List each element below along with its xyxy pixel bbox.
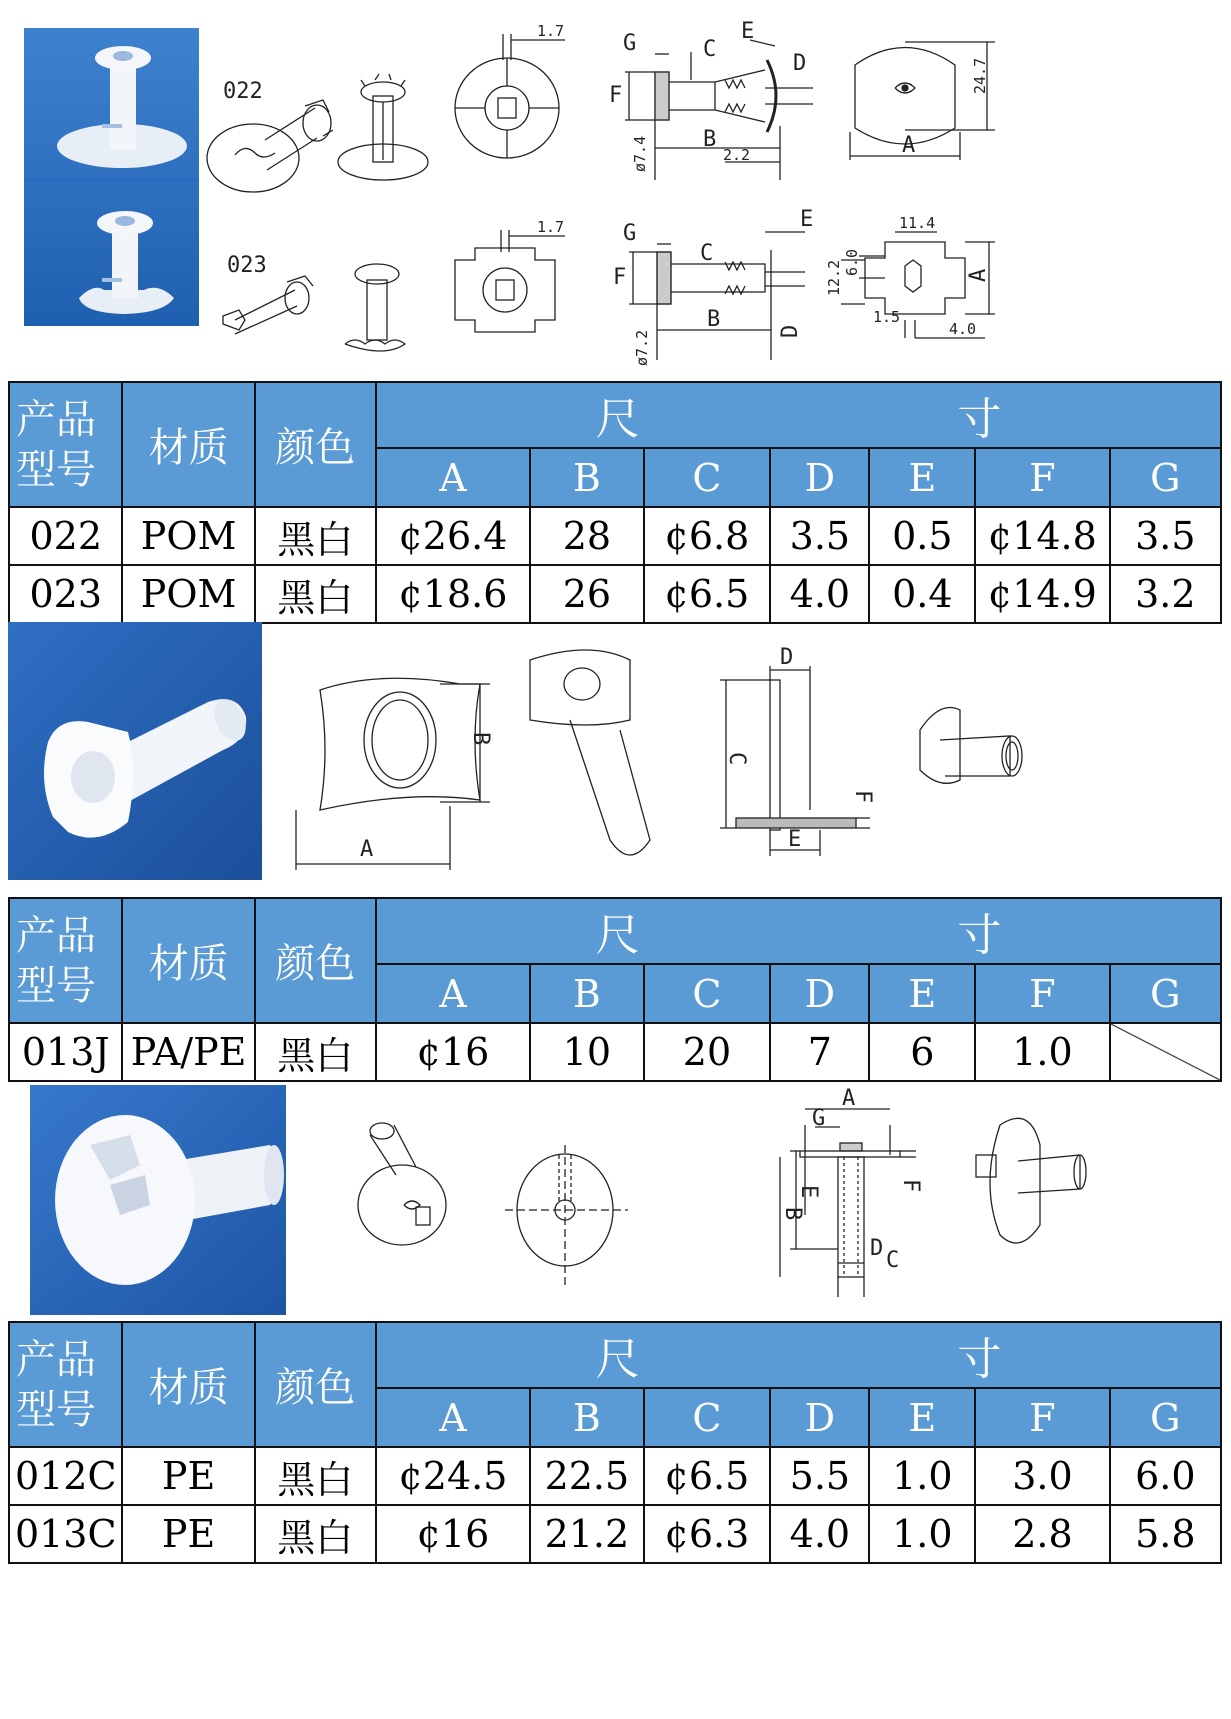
cell-model: 023	[9, 565, 122, 623]
header-col-F: F	[975, 1388, 1109, 1447]
letter-D-023: D	[778, 324, 803, 338]
letter-E-022: E	[741, 19, 755, 44]
cell-G-empty	[1110, 1023, 1221, 1081]
cell-material: PE	[122, 1505, 254, 1563]
cell-C: ¢6.8	[644, 507, 771, 565]
cell-model: 013J	[9, 1023, 122, 1081]
dim-6.0: 6.0	[843, 248, 861, 276]
header-material: 材质	[122, 382, 254, 507]
dim-1.7-a: 1.7	[537, 22, 565, 40]
header-col-D: D	[770, 1388, 869, 1447]
header-model-line1: 产品	[16, 396, 96, 443]
cell-G: 3.2	[1110, 565, 1221, 623]
header-size-right: 寸	[957, 910, 1002, 961]
header-model-line2: 型号	[16, 446, 96, 493]
letter-A-013J: A	[360, 837, 374, 862]
cell-A: ¢24.5	[376, 1447, 530, 1505]
header-size-right: 寸	[957, 394, 1002, 445]
spec-table-3	[8, 1321, 1222, 1564]
cell-F: 2.8	[975, 1505, 1109, 1563]
cell-A: ¢26.4	[376, 507, 530, 565]
header-col-E: E	[869, 448, 975, 507]
header-color: 颜色	[255, 898, 376, 1023]
drawing-012C-013C-row	[350, 1085, 1180, 1315]
header-col-A: A	[376, 964, 530, 1023]
cell-A: ¢16	[376, 1505, 530, 1563]
cell-material: POM	[122, 507, 254, 565]
header-col-B: B	[530, 1388, 643, 1447]
cell-E: 1.0	[869, 1447, 975, 1505]
table-row	[9, 565, 1221, 623]
header-col-B: B	[530, 964, 643, 1023]
cell-E: 1.0	[869, 1505, 975, 1563]
cell-B: 10	[530, 1023, 643, 1081]
header-col-D: D	[770, 964, 869, 1023]
dim-phi7.4: ø7.4	[631, 135, 649, 172]
header-col-C: C	[644, 964, 771, 1023]
letter-C-023: C	[700, 241, 714, 266]
dim-1.7-b: 1.7	[537, 218, 565, 236]
spec-table-2	[8, 897, 1222, 1082]
drawing-013J-row	[290, 640, 1130, 880]
header-col-G: G	[1110, 1388, 1221, 1447]
cell-F: 3.0	[975, 1447, 1109, 1505]
letter-F-013J: F	[850, 790, 875, 804]
drawing-022-023-row	[205, 20, 1215, 370]
header-col-A: A	[376, 1388, 530, 1447]
dim-2.2: 2.2	[723, 146, 751, 164]
header-col-E: E	[869, 1388, 975, 1447]
cell-C: 20	[644, 1023, 771, 1081]
header-col-A: A	[376, 448, 530, 507]
cell-C: ¢6.3	[644, 1505, 771, 1563]
header-model	[9, 382, 122, 507]
cell-C: ¢6.5	[644, 1447, 771, 1505]
letter-A-023: A	[966, 268, 991, 282]
cell-color: 黑白	[255, 1447, 376, 1505]
cell-G: 6.0	[1110, 1447, 1221, 1505]
cell-B: 22.5	[530, 1447, 643, 1505]
letter-B-013C: B	[780, 1207, 805, 1221]
letter-E-023: E	[800, 207, 814, 232]
cell-F: 1.0	[975, 1023, 1109, 1081]
letter-C-022: C	[703, 37, 717, 62]
cell-B: 26	[530, 565, 643, 623]
header-model-line2: 型号	[16, 1386, 96, 1433]
product-photo-012C-013C	[30, 1085, 286, 1315]
label-023: 023	[227, 253, 267, 278]
letter-D-022: D	[793, 51, 807, 76]
letter-F-023: F	[613, 265, 627, 290]
dim-12.2: 12.2	[825, 259, 843, 296]
cell-A: ¢18.6	[376, 565, 530, 623]
label-022: 022	[223, 79, 263, 104]
letter-B-022: B	[703, 127, 717, 152]
cell-E: 6	[869, 1023, 975, 1081]
cell-F: ¢14.9	[975, 565, 1109, 623]
header-model	[9, 898, 122, 1023]
letter-C-013J: C	[724, 752, 749, 766]
letter-D-013J: D	[780, 645, 794, 670]
cell-model: 013C	[9, 1505, 122, 1563]
cell-model: 022	[9, 507, 122, 565]
cell-G: 3.5	[1110, 507, 1221, 565]
letter-F-013C: F	[898, 1179, 923, 1193]
dim-phi7.2: ø7.2	[633, 329, 651, 366]
header-size-left: 尺	[595, 394, 640, 445]
cell-E: 0.4	[869, 565, 975, 623]
header-col-F: F	[975, 964, 1109, 1023]
cell-F: ¢14.8	[975, 507, 1109, 565]
letter-G-013C: G	[812, 1106, 826, 1131]
table-row	[9, 1023, 1221, 1081]
dim-11.4: 11.4	[899, 214, 936, 232]
cell-D: 5.5	[770, 1447, 869, 1505]
header-size-right: 寸	[957, 1334, 1002, 1385]
letter-E-013C: E	[796, 1185, 821, 1199]
header-col-F: F	[975, 448, 1109, 507]
spec-table-1	[8, 381, 1222, 624]
header-col-C: C	[644, 1388, 771, 1447]
letter-A-022: A	[902, 133, 916, 158]
header-material: 材质	[122, 898, 254, 1023]
cell-color: 黑白	[255, 1505, 376, 1563]
header-color: 颜色	[255, 1322, 376, 1447]
header-model-line1: 产品	[16, 1336, 96, 1383]
table-row	[9, 1505, 1221, 1563]
header-col-C: C	[644, 448, 771, 507]
header-size-left: 尺	[595, 1334, 640, 1385]
cell-color: 黑白	[255, 565, 376, 623]
header-col-E: E	[869, 964, 975, 1023]
letter-G-022: G	[623, 31, 637, 56]
header-model	[9, 1322, 122, 1447]
header-col-G: G	[1110, 448, 1221, 507]
letter-D-013C: D	[870, 1236, 884, 1261]
cell-B: 21.2	[530, 1505, 643, 1563]
dim-24.7: 24.7	[971, 57, 989, 94]
cell-C: ¢6.5	[644, 565, 771, 623]
header-col-B: B	[530, 448, 643, 507]
letter-A-013C: A	[842, 1086, 856, 1111]
cell-color: 黑白	[255, 507, 376, 565]
letter-G-023: G	[623, 221, 637, 246]
cell-G: 5.8	[1110, 1505, 1221, 1563]
header-size	[376, 1322, 1221, 1388]
letter-C-013C: C	[886, 1248, 900, 1273]
cell-B: 28	[530, 507, 643, 565]
cell-D: 3.5	[770, 507, 869, 565]
table-row	[9, 507, 1221, 565]
letter-F-022: F	[609, 83, 623, 108]
header-size-left: 尺	[595, 910, 640, 961]
header-col-G: G	[1110, 964, 1221, 1023]
cell-material: PA/PE	[122, 1023, 254, 1081]
cell-color: 黑白	[255, 1023, 376, 1081]
header-color: 颜色	[255, 382, 376, 507]
header-model-line1: 产品	[16, 912, 96, 959]
cell-A: ¢16	[376, 1023, 530, 1081]
header-size	[376, 382, 1221, 448]
cell-D: 7	[770, 1023, 869, 1081]
header-size	[376, 898, 1221, 964]
header-material: 材质	[122, 1322, 254, 1447]
dim-4.0: 4.0	[949, 320, 977, 338]
cell-material: PE	[122, 1447, 254, 1505]
cell-D: 4.0	[770, 565, 869, 623]
letter-B-013J: B	[468, 732, 493, 746]
dim-1.5: 1.5	[873, 308, 901, 326]
product-photo-013J	[8, 622, 262, 880]
product-photo-022-023	[24, 28, 199, 326]
table-row	[9, 1447, 1221, 1505]
header-model-line2: 型号	[16, 962, 96, 1009]
cell-D: 4.0	[770, 1505, 869, 1563]
letter-E-013J: E	[788, 827, 802, 852]
header-col-D: D	[770, 448, 869, 507]
letter-B-023: B	[707, 307, 721, 332]
cell-material: POM	[122, 565, 254, 623]
cell-E: 0.5	[869, 507, 975, 565]
cell-model: 012C	[9, 1447, 122, 1505]
